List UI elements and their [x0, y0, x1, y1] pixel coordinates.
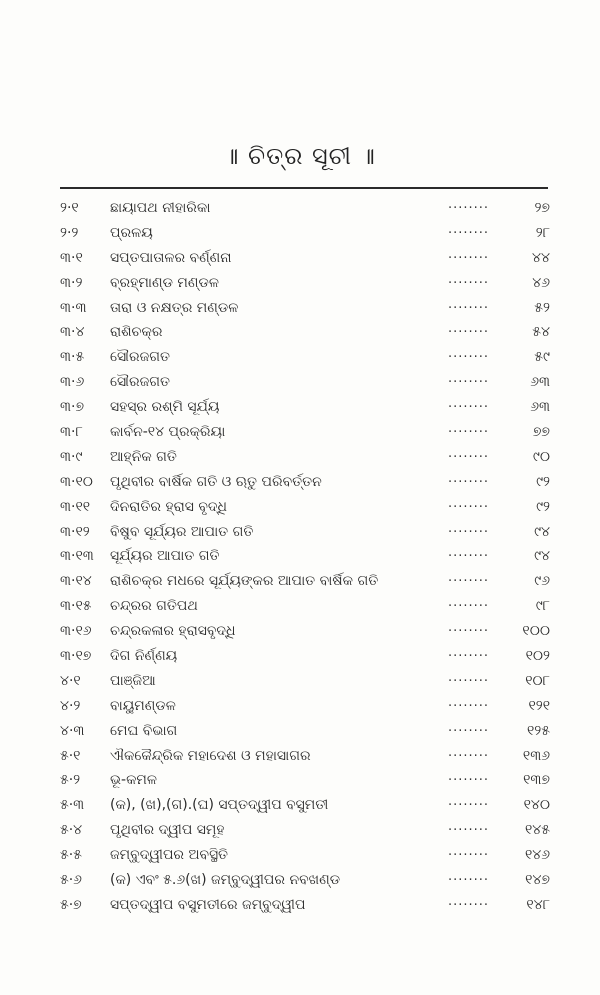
dot-leader: ........ [448, 271, 490, 287]
figure-caption: ବାୟୁମଣ୍ଡଳ [110, 697, 176, 714]
figure-caption: (କ), (ଖ),(ଗ).(ଘ) ସପ୍ତଦ୍ୱୀପ ବସୁମତୀ [110, 797, 329, 814]
figure-number: ୩·୭ [60, 399, 85, 416]
figure-number: ୩·୧୭ [60, 648, 92, 665]
page-number: ୯୨ [536, 473, 550, 490]
figure-number: ୫·୪ [60, 822, 83, 839]
page-number: ୯୮ [535, 598, 550, 615]
page-title: ॥ ଚିତ୍ର ସୂଚୀ ॥ [224, 142, 376, 170]
dot-leader: ........ [448, 794, 490, 810]
dot-leader: ........ [448, 819, 490, 835]
page-number: ୬୩ [530, 374, 550, 391]
figure-number: ୪·୨ [60, 697, 81, 714]
dot-leader: ........ [448, 844, 490, 860]
dot-leader: ........ [448, 495, 490, 511]
figure-number: ୩·୧୦ [60, 473, 93, 490]
page-number: ୯୦ [532, 448, 550, 465]
figure-number: ୫·୩ [60, 797, 85, 814]
figure-number: ୩·୧୬ [60, 623, 92, 640]
page-number: ୫୨ [534, 299, 550, 316]
figure-caption: ଦିନରାତିର ହ୍ରାସ ବୃଦ୍ଧି [110, 498, 227, 515]
figure-caption: ଆହ୍ନିକ ଗତି [110, 448, 177, 465]
figure-caption: ପୃଥିବୀର ଦ୍ୱୀପ ସମୂହ [110, 822, 225, 839]
figure-number: ୩·୧୪ [60, 573, 92, 590]
figure-caption: ସହସ୍ର ରଶ୍ମି ସୂର୍ଯ୍ୟ [110, 399, 220, 416]
dot-leader: ........ [448, 769, 490, 785]
dot-leader: ........ [448, 221, 490, 237]
figure-caption: ଜମ୍ବୁଦ୍ୱୀପର ଅବସ୍ଥିତି [110, 847, 228, 864]
figure-number: ୩·୯ [60, 448, 83, 465]
dot-leader: ........ [448, 570, 490, 586]
figure-caption: ସୌରଜଗତ [110, 374, 170, 391]
page-number: ୯୪ [534, 523, 550, 540]
dot-leader: ........ [448, 620, 490, 636]
page-number: ୯୬ [534, 573, 550, 590]
page-number: ୭୭ [532, 424, 550, 441]
figure-number: ୪·୩ [60, 722, 85, 739]
figure-caption: ପ୍ରଳୟ [110, 224, 153, 241]
figure-caption: ସପ୍ତଦ୍ୱୀପ ବସୁମତୀରେ ଜମ୍ବୁଦ୍ୱୀପ [110, 896, 306, 913]
figure-number: ୫·୭ [60, 896, 82, 913]
figure-caption: ମେଘ ବିଭାଗ [110, 722, 178, 739]
dot-leader: ........ [448, 520, 490, 536]
page-number: ୫୪ [532, 324, 550, 341]
list-item [60, 893, 550, 918]
figure-caption: ବ୍ରହ୍ମାଣ୍ଡ ମଣ୍ଡଳ [110, 274, 219, 291]
dot-leader: ........ [448, 421, 490, 437]
figure-caption: ଛାୟାପଥ ନୀହାରିକା [110, 200, 211, 216]
page-number: ୧୦୮ [525, 672, 550, 689]
page-number: ୧୪୫ [524, 822, 550, 839]
page-number: ୪୪ [532, 249, 550, 266]
figure-caption: ଭୂ-କମଳ [110, 772, 157, 789]
figure-caption: ଚନ୍ଦ୍ରର ଗତିପଥ [110, 598, 198, 615]
figure-number: ୫·୧ [60, 747, 81, 764]
dot-leader: ........ [448, 296, 490, 312]
page-number: ୯୨ [536, 498, 550, 515]
dot-leader: ........ [448, 669, 490, 685]
page-number: ୨୮ [535, 224, 550, 241]
page-number: ୧୨୧ [528, 697, 550, 714]
figure-caption: (କ) ଏବଂ ୫.୬(ଖ) ଜମ୍ବୁଦ୍ୱୀପର ନବଖଣ୍ଡ [110, 872, 341, 889]
figure-caption: ବିଷୁବ ସୂର୍ଯ୍ୟର ଆପାତ ଗତି [110, 523, 254, 540]
figure-number: ୫·୬ [60, 872, 82, 889]
page-number: ୧୨୫ [526, 722, 550, 739]
title-divider [60, 187, 548, 189]
figure-caption: କାର୍ବନ-୧୪ ପ୍ରକ୍ରିୟା [110, 424, 226, 441]
page-number: ୧୩୭ [523, 772, 550, 789]
page-number: ୧୩୬ [522, 747, 550, 764]
page-number: ୧୪୬ [524, 847, 550, 864]
dot-leader: ........ [448, 595, 490, 611]
figure-number: ୩·୬ [60, 374, 85, 391]
dot-leader: ........ [448, 445, 490, 461]
figure-number: ୫·୫ [60, 847, 82, 864]
page-number: ୧୪୦ [523, 797, 550, 814]
dot-leader: ........ [448, 869, 490, 885]
dot-leader: ........ [448, 396, 490, 412]
page-number: ୫୯ [534, 349, 550, 366]
figure-caption: ତାରା ଓ ନକ୍ଷତ୍ର ମଣ୍ଡଳ [110, 299, 239, 316]
dot-leader: ........ [448, 719, 490, 735]
figure-number: ୫·୨ [60, 772, 81, 789]
figure-caption: ସୂର୍ଯ୍ୟର ଆପାତ ଗତି [110, 548, 220, 565]
figure-number: ୩·୪ [60, 324, 85, 341]
page-number: ୧୦୦ [522, 623, 550, 640]
dot-leader: ........ [448, 645, 490, 661]
figure-number: ୩·୩ [60, 299, 87, 316]
figure-number: ୩·୧୧ [60, 498, 91, 515]
figure-number: ୩·୧୨ [60, 523, 90, 540]
figure-number: ୩·୧୩ [60, 548, 94, 565]
dot-leader: ........ [448, 321, 490, 337]
figure-number: ୨·୨ [60, 224, 79, 241]
figure-number: ୨·୧ [60, 200, 79, 216]
figure-number: ୩·୧୫ [60, 598, 92, 615]
figure-caption: ସୌରଜଗତ [110, 349, 170, 366]
figure-caption: ପାଞ୍ଜିଆ [110, 672, 156, 689]
page-number: ୯୪ [534, 548, 550, 565]
dot-leader: ........ [448, 893, 490, 909]
figure-number: ୩·୨ [60, 274, 83, 291]
figure-list [60, 196, 550, 918]
dot-leader: ........ [448, 744, 490, 760]
page-number: ୧୪୮ [526, 896, 550, 913]
figure-number: ୩·୮ [60, 424, 83, 441]
page-number: ୪୬ [532, 274, 550, 291]
page-number: ୧୦୨ [525, 648, 550, 665]
figure-caption: ରାଶିଚକ୍ର [110, 324, 163, 341]
dot-leader: ........ [448, 197, 490, 212]
figure-caption: ପୃଥିବୀର ବାର୍ଷିକ ଗତି ଓ ଋତୁ ପରିବର୍ତ୍ତନ [110, 473, 322, 490]
dot-leader: ........ [448, 694, 490, 710]
figure-caption: ରାଶିଚକ୍ର ମଧରେ ସୂର୍ଯ୍ୟଙ୍କର ଆପାତ ବାର୍ଷିକ ଗତି [110, 573, 379, 590]
dot-leader: ........ [448, 371, 490, 387]
page-number: ୬୩ [530, 399, 550, 416]
figure-number: ୪·୧ [60, 672, 81, 689]
figure-number: ୩·୧ [60, 249, 83, 266]
figure-caption: ଚନ୍ଦ୍ରକଳାର ହ୍ରାସବୃଦ୍ଧି [110, 623, 236, 640]
dot-leader: ........ [448, 470, 490, 486]
figure-caption: ଐକକୈନ୍ଦ୍ରିକ ମହାଦେଶ ଓ ମହାସାଗର [110, 747, 311, 764]
dot-leader: ........ [448, 346, 490, 362]
figure-number: ୩·୫ [60, 349, 85, 366]
dot-leader: ........ [448, 545, 490, 561]
page-number: ୧୪୭ [525, 872, 550, 889]
dot-leader: ........ [448, 246, 490, 262]
page-number: ୨୭ [534, 200, 550, 216]
figure-caption: ଦିଗ ନିର୍ଣ୍ଣୟ [110, 648, 178, 665]
figure-caption: ସପ୍ତପାତାଳର ବର୍ଣ୍ଣନା [110, 249, 232, 266]
